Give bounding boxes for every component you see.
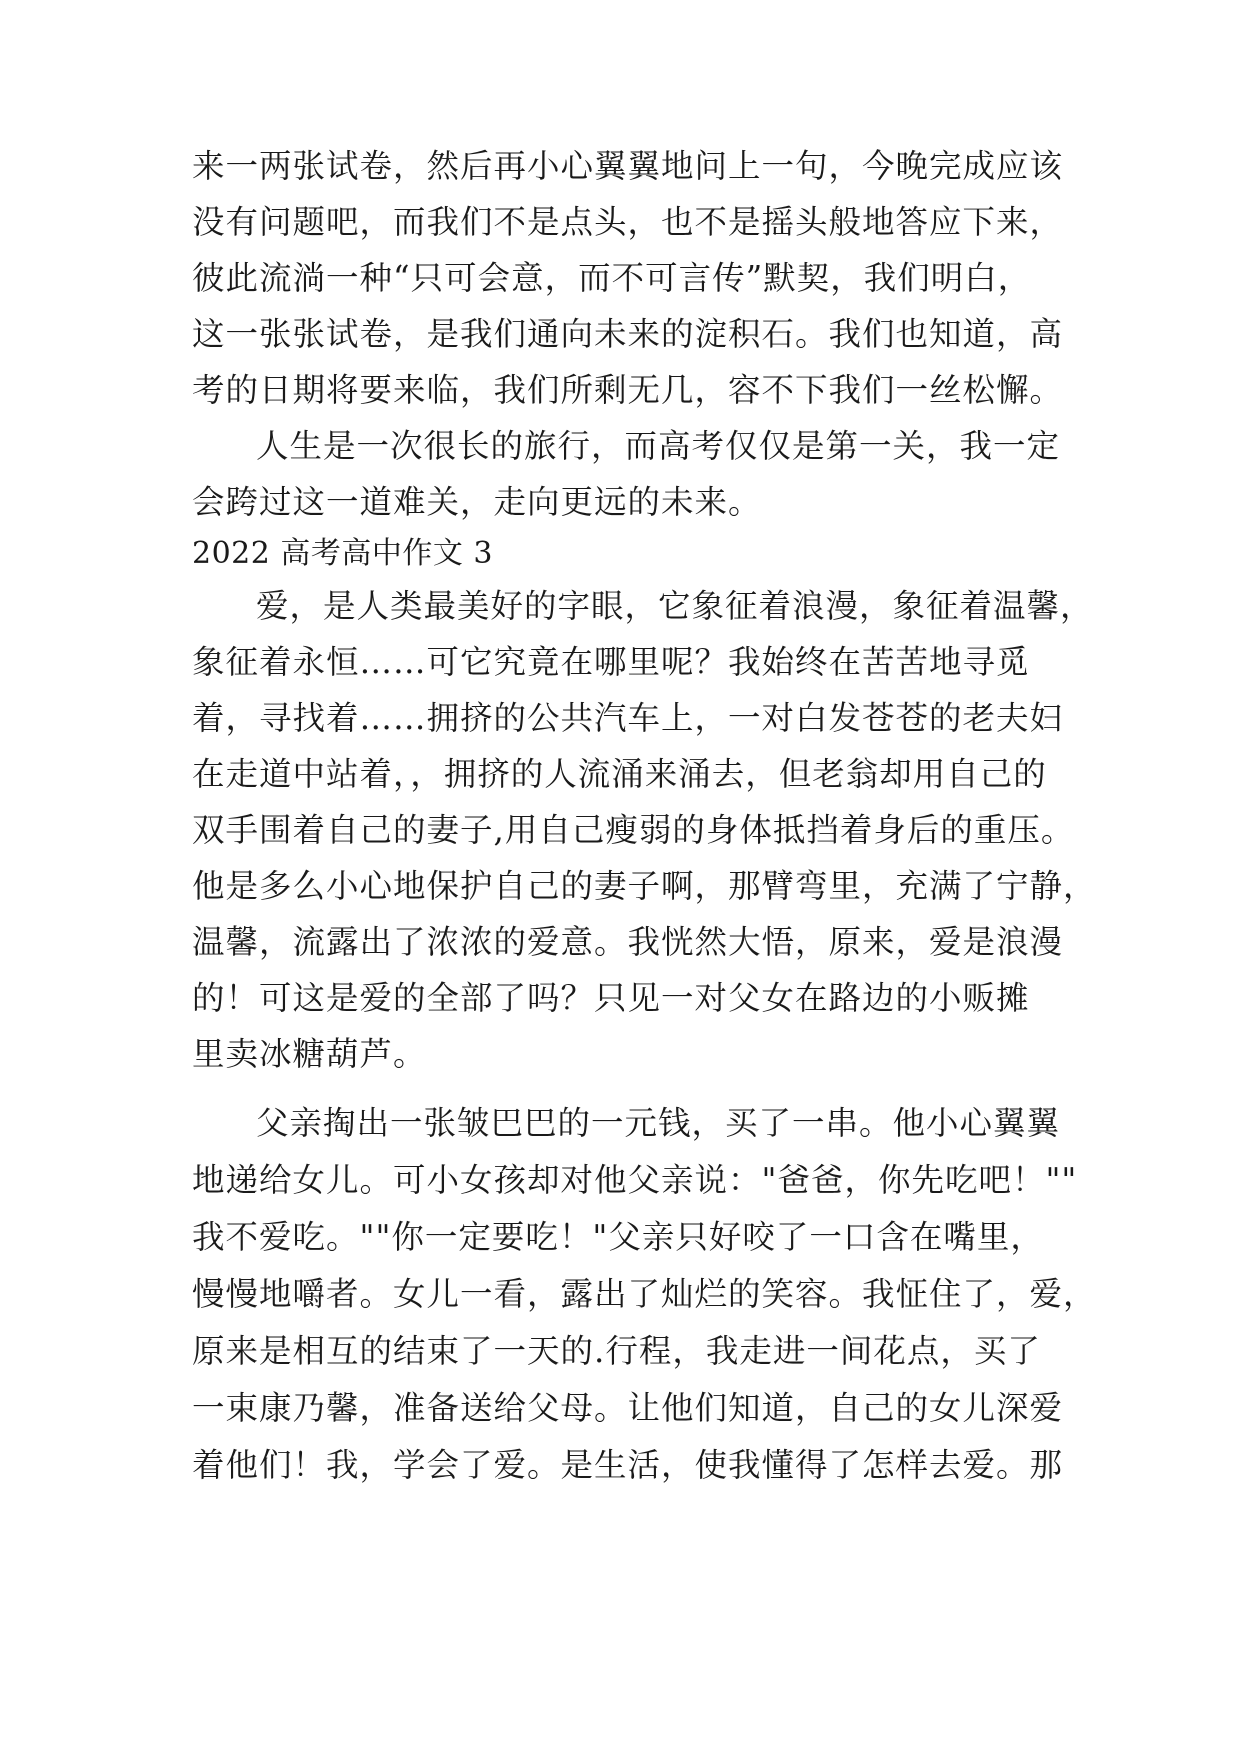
text-line: 的！可这是爱的全部了吗？只见一对父女在路边的小贩摊 (192, 979, 1030, 1017)
section-heading: 2022 高考高中作文 3 (192, 536, 494, 571)
text-line: 象征着永恒……可它究竟在哪里呢？我始终在苦苦地寻觅 (192, 643, 1030, 681)
text-line: 一束康乃馨，准备送给父母。让他们知道，自己的女儿深爱 (192, 1389, 1064, 1427)
text-line: 在走道中站着，，拥挤的人流涌来涌去，但老翁却用自己的 (192, 755, 1047, 793)
text-line: 来一两张试卷，然后再小心翼翼地问上一句，今晚完成应该 (192, 147, 1064, 185)
text-line: 双手围着自己的妻子,用自己瘦弱的身体抵挡着身后的重压。 (192, 811, 1075, 849)
text-line: 慢慢地嚼者。女儿一看，露出了灿烂的笑容。我怔住了，爱， (192, 1275, 1097, 1313)
text-line: 考的日期将要来临，我们所剩无几，容不下我们一丝松懈。 (192, 371, 1064, 409)
text-line: 着他们！我，学会了爱。是生活，使我懂得了怎样去爱。那 (192, 1446, 1064, 1484)
text-line: 爱，是人类最美好的字眼，它象征着浪漫，象征着温馨， (256, 587, 1094, 625)
text-line: 温馨，流露出了浓浓的爱意。我恍然大悟，原来，爱是浪漫 (192, 923, 1064, 961)
text-line: 这一张张试卷，是我们通向未来的淀积石。我们也知道，高 (192, 315, 1064, 353)
text-line: 人生是一次很长的旅行，而高考仅仅是第一关，我一定 (256, 427, 1061, 465)
text-line: 里卖冰糖葫芦。 (192, 1035, 427, 1073)
text-line: 原来是相互的结束了一天的.行程，我走进一间花点，买了 (192, 1332, 1041, 1370)
text-line: 地递给女儿。可小女孩却对他父亲说："爸爸，你先吃吧！"" (192, 1161, 1078, 1199)
text-line: 彼此流淌一种“只可会意，而不可言传”默契，我们明白， (192, 259, 1032, 297)
text-line: 他是多么小心地保护自己的妻子啊，那臂弯里，充满了宁静， (192, 867, 1097, 905)
text-line: 父亲掏出一张皱巴巴的一元钱，买了一串。他小心翼翼 (256, 1104, 1061, 1142)
text-line: 没有问题吧，而我们不是点头，也不是摇头般地答应下来， (192, 203, 1064, 241)
text-line: 着，寻找着……拥挤的公共汽车上，一对白发苍苍的老夫妇 (192, 699, 1064, 737)
text-line: 会跨过这一道难关，走向更远的未来。 (192, 483, 762, 521)
text-line: 我不爱吃。""你一定要吃！"父亲只好咬了一口含在嘴里， (192, 1218, 1044, 1256)
